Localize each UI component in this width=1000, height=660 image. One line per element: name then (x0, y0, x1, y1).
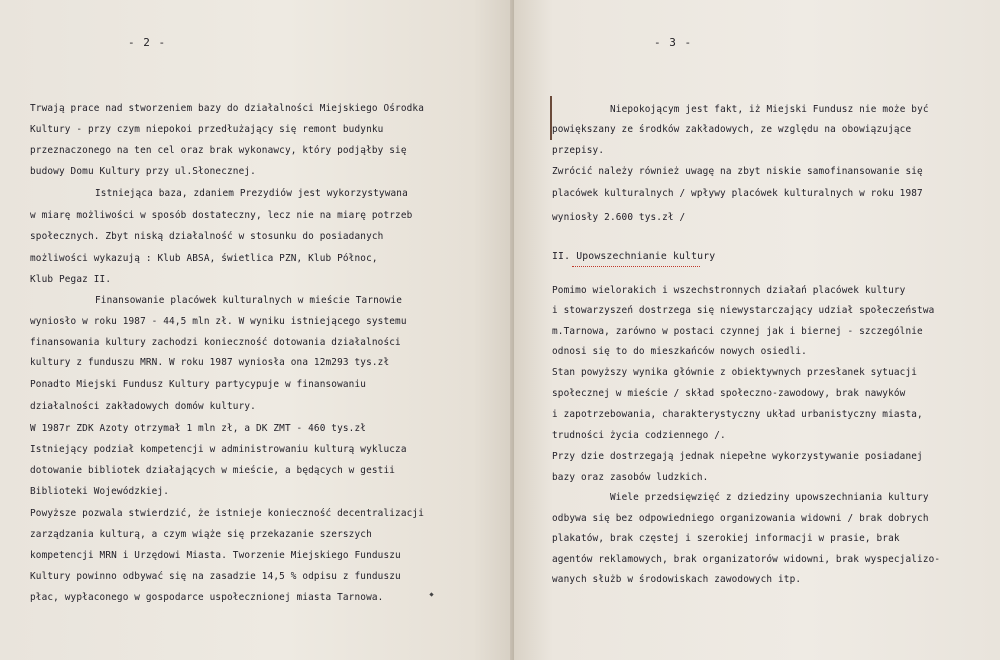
right-line-7: Pomimo wielorakich i wszechstronnych działań placówek kultury (552, 285, 906, 296)
right-line-19: plakatów, brak częstej i szerokiej informacji w prasie, brak (552, 533, 900, 544)
right-line-20: agentów reklamowych, brak organizatorów widowni, brak wyspecjalizo- (552, 554, 941, 565)
page-number-left: - 2 - (128, 36, 167, 49)
left-line-11: wyniosło w roku 1987 - 44,5 mln zł. W wyniku istniejącego systemu (30, 316, 407, 327)
right-line-4: Zwrócić należy również uwagę na zbyt niskie samofinansowanie się (552, 166, 923, 177)
left-line-12: finansowania kultury zachodzi konieczność dotowania działalności (30, 337, 401, 348)
right-line-14: trudności życia codziennego /. (552, 430, 726, 441)
left-line-10: Finansowanie placówek kulturalnych w mieście Tarnowie (95, 295, 403, 306)
left-line-3: przeznaczonego na ten cel oraz brak wykonawcy, który podjąłby się (30, 145, 407, 156)
right-line-2: powiększany ze środków zakładowych, ze względu na obowiązujące (552, 124, 912, 135)
left-line-9: Klub Pegaz II. (30, 274, 112, 285)
left-line-7: społecznych. Zbyt niską działalność w stosunku do posiadanych (30, 231, 384, 242)
right-line-18: odbywa się bez odpowiedniego organizowania widowni / brak dobrych (552, 513, 929, 524)
left-line-20: Powyższe pozwala stwierdzić, że istnieje konieczność decentralizacji (30, 508, 425, 519)
left-line-19: Biblioteki Wojewódzkiej. (30, 486, 170, 497)
section-heading: II. Upowszechnianie kultury (552, 251, 716, 262)
right-line-6: wyniosły 2.600 tys.zł / (552, 212, 686, 223)
right-line-12: społecznej w mieście / skład społeczno-zawodowy, brak nawyków (552, 388, 906, 399)
right-line-1: Niepokojącym jest fakt, iż Miejski Fundusz nie może być (610, 104, 929, 115)
right-line-3: przepisy. (552, 145, 605, 156)
left-line-18: dotowanie bibliotek działających w mieście, a będących w gestii (30, 465, 396, 476)
right-line-17: Wiele przedsięwzięć z dziedziny upowszechniania kultury (610, 492, 929, 503)
left-line-17: Istniejący podział kompetencji w administrowaniu kulturą wyklucza (30, 444, 407, 455)
right-line-16: bazy oraz zasobów ludzkich. (552, 472, 709, 483)
right-line-8: i stowarzyszeń dostrzega się niewystarczający udział społeczeństwa (552, 305, 935, 316)
ink-dot (429, 592, 433, 596)
left-line-6: w miarę możliwości w sposób dostateczny, lecz nie na miarę potrzeb (30, 210, 413, 221)
page-number-right: - 3 - (654, 36, 693, 49)
right-line-13: i zapotrzebowania, charakterystyczny układ urbanistyczny miasta, (552, 409, 923, 420)
right-line-10: odnosi się to do mieszkańców nowych osiedli. (552, 346, 807, 357)
left-line-2: Kultury - przy czym niepokoi przedłużający się remont budynku (30, 124, 384, 135)
left-line-15: działalności zakładowych domów kultury. (30, 401, 256, 412)
heading-underline (572, 266, 700, 267)
left-line-1: Trwają prace nad stworzeniem bazy do działalności Miejskiego Ośrodka (30, 103, 425, 114)
left-line-24: płac, wypłaconego w gospodarce uspołecznionej miasta Tarnowa. (30, 592, 384, 603)
left-line-5: Istniejąca baza, zdaniem Prezydiów jest wykorzystywana (95, 188, 408, 199)
left-line-13: kultury z funduszu MRN. W roku 1987 wyniosła ona 12m293 tys.zł (30, 357, 390, 368)
left-line-16: W 1987r ZDK Azoty otrzymał 1 mln zł, a DK ZMT - 460 tys.zł (30, 423, 367, 434)
left-line-23: Kultury powinno odbywać się na zasadzie 14,5 % odpisu z funduszu (30, 571, 401, 582)
left-line-8: możliwości wykazują : Klub ABSA, świetlica PZN, Klub Północ, (30, 253, 378, 264)
right-line-21: wanych służb w środowiskach zawodowych itp. (552, 574, 802, 585)
left-line-22: kompetencji MRN i Urzędowi Miasta. Tworzenie Miejskiego Funduszu (30, 550, 401, 561)
left-line-14: Ponadto Miejski Fundusz Kultury partycypuje w finansowaniu (30, 379, 367, 390)
left-line-4: budowy Domu Kultury przy ul.Słonecznej. (30, 166, 256, 177)
right-page (514, 0, 1000, 660)
right-line-15: Przy dzie dostrzegają jednak niepełne wykorzystywanie posiadanej (552, 451, 923, 462)
right-line-5: placówek kulturalnych / wpływy placówek kulturalnych w roku 1987 (552, 188, 923, 199)
left-line-21: zarządzania kulturą, a czym wiąże się przekazanie szerszych (30, 529, 372, 540)
right-line-9: m.Tarnowa, zarówno w postaci czynnej jak i biernej - szczególnie (552, 326, 923, 337)
right-line-11: Stan powyższy wynika głównie z obiektywnych przesłanek sytuacji (552, 367, 918, 378)
